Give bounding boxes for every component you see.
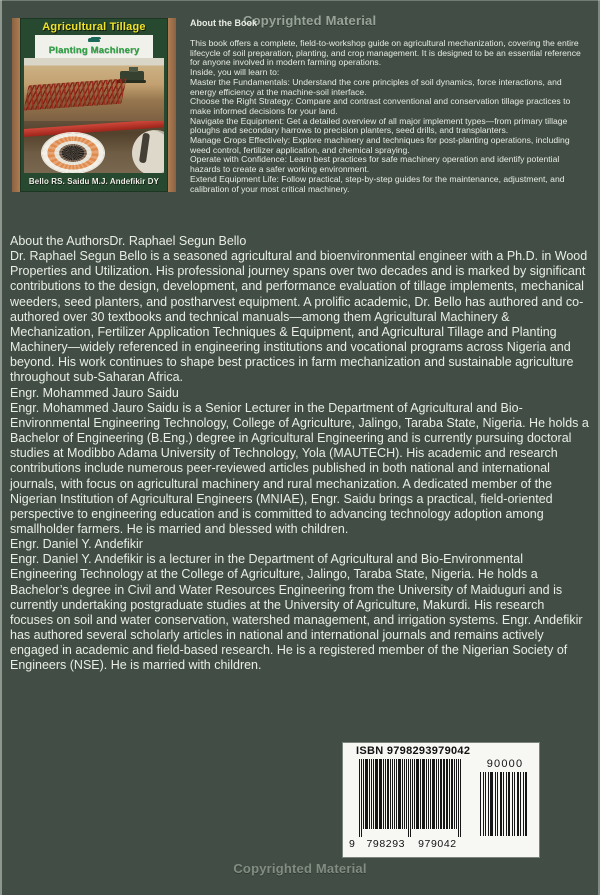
barcode-panel bbox=[343, 743, 539, 857]
cover-title: Agricultural Tillage bbox=[42, 21, 146, 33]
tractor-icon bbox=[88, 38, 100, 42]
author-name: Dr. Raphael Segun Bello bbox=[109, 234, 247, 248]
author-name: Engr. Daniel Y. Andefikir bbox=[10, 537, 143, 552]
isbn-label: ISBN 9798293979042 bbox=[356, 745, 471, 757]
seed-plate-shape bbox=[42, 133, 104, 173]
book-cover-thumbnail bbox=[12, 18, 176, 192]
barcode-digit-group: 798293 bbox=[366, 838, 406, 850]
watermark-bottom: Copyrighted Material bbox=[233, 861, 367, 876]
author-name: Engr. Mohammed Jauro Saidu bbox=[10, 385, 179, 400]
supplement-label: 90000 bbox=[486, 758, 524, 770]
field-photo bbox=[24, 58, 164, 120]
cover-subtitle: Planting Machinery bbox=[48, 44, 140, 56]
barcode-digits bbox=[347, 838, 457, 850]
watermark-top: Copyrighted Material bbox=[243, 13, 377, 28]
about-book-heading: About the Book bbox=[190, 18, 257, 28]
about-book-line: Master the Fundamentals: Understand the core principles of soil dynamics, force interactions, and energy efficiency at the machine-soil interface. bbox=[190, 76, 562, 97]
cover-subtitle-panel bbox=[35, 35, 153, 58]
cover-spine-left bbox=[12, 18, 20, 192]
about-book-line: Navigate the Equipment: Get a detailed overview of all major implement types—from primary tillage ploughs and secondary harrows to precision planters, seed drills, and transplanters. bbox=[190, 115, 568, 136]
cover-spine-right bbox=[168, 18, 176, 192]
about-book-line: Inside, you will learn to: bbox=[190, 67, 280, 78]
supplement-barcode-bars bbox=[480, 772, 534, 836]
about-book-line: Manage Crops Effectively: Explore machinery and techniques for post-planting operations, including weed control, fertilizer application, and chemical spraying. bbox=[190, 135, 570, 155]
about-book-line: Extend Equipment Life: Follow practical, step-by-step guides for the maintenance, adjustment, and calibration of your most critical machinery. bbox=[190, 173, 565, 194]
cover-authors: Bello RS. Saidu M.J. Andefikir DY bbox=[28, 177, 160, 187]
cover-front bbox=[20, 18, 168, 192]
about-book-section bbox=[190, 18, 588, 194]
about-book-line: Operate with Confidence: Learn best practices for safe machinery operation and identify potential hazards to create a safer working environment. bbox=[190, 154, 560, 175]
author-bio: Engr. Mohammed Jauro Saidu is a Senior Lecturer in the Department of Agricultural and Bio-Environmental Engineering Technology, College of Agriculture, Jalingo, Taraba State, Nigeria. He holds a Bachelor of Engineering (B.Eng.) degree in Agricultural Engineering and is currently pursuing doctoral studies at Modibbo Adama University of Technology, Yola (MAUTECH). His academic and research contributions include numerous peer-reviewed articles published in both national and international journals, with focus on agricultural machinery and rural mechanization. A dedicated member of the Nigerian Institution of Agricultural Engineers (MNIAE), Engr. Saidu brings a practical, field-oriented perspective to engineering education and is committed to advancing technology adoption among smallholder farmers. He is married and blessed with children. bbox=[10, 400, 589, 536]
about-book-line: This book offers a complete, field-to-workshop guide on agricultural mechanization, covering the entire lifecycle of soil preparation, planting, and crop management. It is designed to be an essential reference for anyone involved in modern farming operations. bbox=[190, 38, 581, 68]
about-authors-heading: About the Authors bbox=[10, 234, 110, 248]
author-bio: Engr. Daniel Y. Andefikir is a lecturer in the Department of Agricultural and Bio-Environmental Engineering Technology at the College of Agriculture, Jalingo, Taraba State, Nigeria. He holds a Bachelor’s degree in Civil and Water Resources Engineering from the University of Maiduguri and is currently undertaking postgraduate studies at the University of Agriculture, Makurdi. His research focuses on soil and water conservation, watershed management, and irrigation systems. Engr. Andefikir has authored several scholarly articles in national and international journals and remains actively engaged in academic and field-based research. He is a registered member of the Nigerian Society of Engineers (NSE). He is married with children. bbox=[10, 552, 583, 673]
supplement-barcode bbox=[476, 758, 534, 836]
about-book-body bbox=[190, 39, 588, 194]
about-book-line: Choose the Right Strategy: Compare and contrast conventional and conservation tillage practices to make informed decisions for your land. bbox=[190, 96, 571, 116]
barcode-digit-group: 979042 bbox=[418, 838, 457, 850]
barcode-lead-digit: 9 bbox=[349, 838, 356, 850]
harrow-shape bbox=[24, 79, 127, 111]
main-barcode-bars bbox=[359, 759, 462, 837]
author-bio: Dr. Raphael Segun Bello is a seasoned agricultural and bioenvironmental engineer with a Ph.D. in Wood Properties and Utilization. His professional journey spans over two decades and is marked by significant contributions to the design, development, and performance evaluation of tillage implements, mechanical weeders, seed planters, and postharvest equipment. A prolific academic, Dr. Bello has authored and co-authored over 30 textbooks and technical manuals—among them Agricultural Machinery & Mechanization, Fertilizer Application Techniques & Equipment, and Agricultural Tillage and Planting Machinery—widely referenced in engineering institutions and vocational programs across Nigeria and beyond. His work continues to shape best practices in farm mechanization and sustainable agriculture throughout sub-Saharan Africa. bbox=[10, 249, 588, 385]
about-authors-section bbox=[10, 234, 590, 674]
planter-photo bbox=[24, 121, 164, 173]
about-authors-heading-line bbox=[10, 234, 590, 249]
